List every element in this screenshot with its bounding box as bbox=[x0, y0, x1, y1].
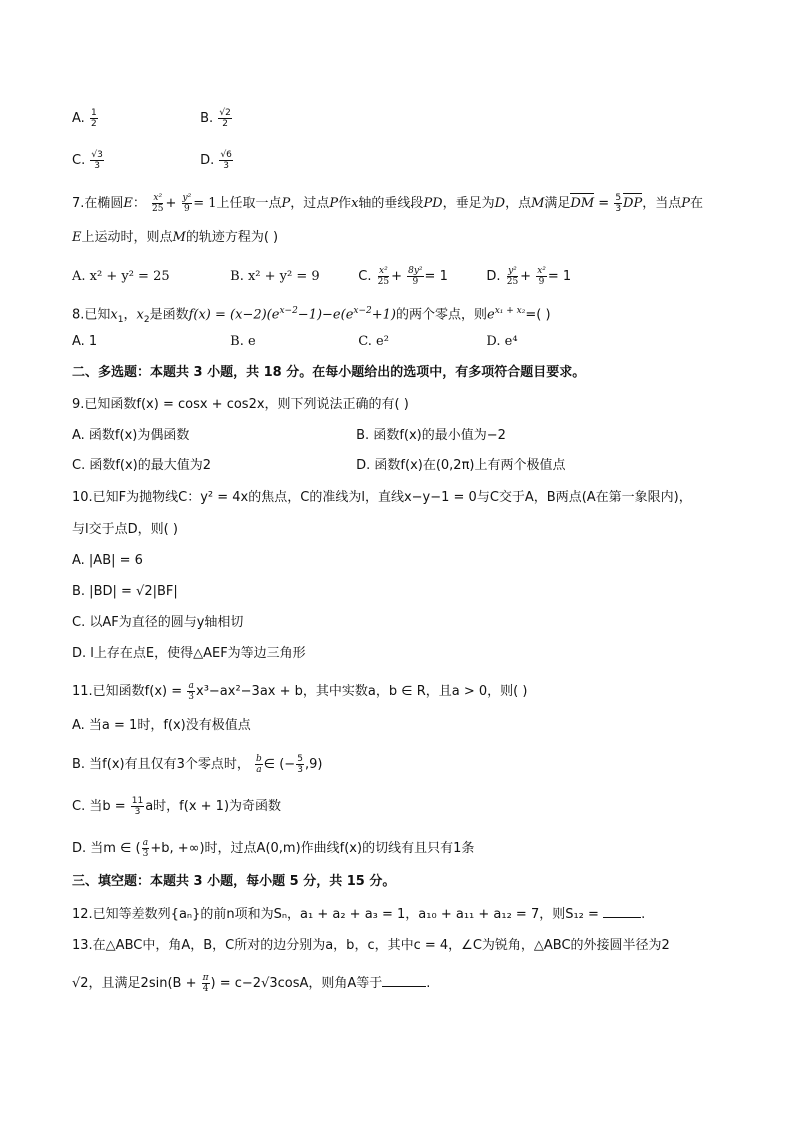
frac-num: 1 bbox=[90, 108, 97, 118]
q8-options bbox=[72, 333, 518, 351]
q10-option-b[interactable]: B. |BD| = √2|BF| bbox=[72, 584, 178, 599]
q7-var: M bbox=[531, 196, 545, 211]
q10-stem-line1: 10.已知F为抛物线C：y² = 4x的焦点，C的准线为l，直线x−y−1 = 0与C交于A，B两点(A在第一象限内)， bbox=[72, 490, 692, 505]
q11-text: ∈ (− bbox=[263, 757, 296, 772]
q9-row-ab bbox=[72, 427, 506, 445]
q12-stem bbox=[72, 905, 645, 924]
q9-option-a[interactable]: A. 函数f(x)为偶函数 bbox=[72, 428, 190, 443]
q9-option-b[interactable]: B. 函数f(x)的最小值为−2 bbox=[356, 428, 506, 443]
q11-option-c[interactable] bbox=[72, 796, 281, 817]
q11-text: B. 当f(x)有且仅有3个零点时， bbox=[72, 757, 250, 772]
frac-den: 25 bbox=[377, 277, 390, 287]
section-multi-choice-heading: 二、多选题：本题共 3 小题，共 18 分。在每小题给出的选项中，有多项符合题目要求。 bbox=[72, 365, 586, 380]
q12-text: . bbox=[641, 907, 646, 922]
q10-option-c[interactable]: C. 以AF为直径的圆与y轴相切 bbox=[72, 615, 244, 630]
frac-den: 25 bbox=[506, 277, 519, 287]
frac-num: x² bbox=[153, 193, 163, 203]
option-label: C. bbox=[72, 153, 86, 168]
q8-option-c[interactable]: C. e² bbox=[358, 334, 389, 349]
frac-den: 9 bbox=[412, 277, 419, 287]
q11-option-b[interactable] bbox=[72, 754, 322, 775]
q11-text: ,9) bbox=[304, 757, 323, 772]
frac-den: 3 bbox=[142, 849, 149, 859]
frac-den: 3 bbox=[223, 161, 230, 171]
q13-text: √2，且满足2sin(B + bbox=[72, 976, 197, 991]
q13-text: ) = c−2√3cosA，则角A等于 bbox=[210, 976, 383, 991]
q9-row-cd bbox=[72, 457, 565, 475]
q12-text: 12.已知等差数列{aₙ}的前n项和为Sₙ，a₁ + a₂ + a₃ = 1，a₁₀ + a₁₁ + a₁₂ = 7，则S₁₂ = bbox=[72, 907, 599, 922]
frac-num: π bbox=[202, 973, 209, 983]
q7-option-c[interactable]: C. $\frac{\text{x²}}{25}$ + $\frac{\text{8y²}}{9}$ = 1 bbox=[358, 266, 448, 287]
q11-text: D. 当m ∈ ( bbox=[72, 841, 141, 856]
frac-num: 8y² bbox=[408, 266, 423, 276]
q7-vector: DM bbox=[570, 196, 595, 211]
q10-option-a[interactable]: A. |AB| = 6 bbox=[72, 553, 143, 568]
frac-den: 9 bbox=[538, 277, 545, 287]
q7-option-a[interactable]: A. x² + y² = 25 bbox=[72, 269, 170, 284]
q7-text: 轴的垂线段 bbox=[358, 196, 424, 211]
q7-text: ，过点 bbox=[290, 196, 330, 211]
frac-den: 2 bbox=[222, 119, 228, 129]
q9-stem: 9.已知函数f(x) = cosx + cos2x，则下列说法正确的有( ) bbox=[72, 397, 409, 412]
frac-num: a bbox=[188, 681, 194, 691]
q8-text: 8.已知 bbox=[72, 307, 111, 323]
q11-text: a时，f(x + 1)为奇函数 bbox=[145, 799, 282, 814]
frac-num: 5 bbox=[615, 193, 622, 203]
q13-answer-blank[interactable] bbox=[382, 974, 426, 987]
q8-var: x bbox=[136, 307, 144, 323]
q8-var: x bbox=[110, 307, 118, 323]
q7-var: D bbox=[494, 196, 506, 211]
q7-var: P bbox=[281, 196, 291, 211]
q8-exponent: x−2 bbox=[353, 306, 372, 316]
q8-text: 是函数 bbox=[149, 307, 189, 323]
q8-option-d[interactable]: D. e⁴ bbox=[486, 334, 518, 349]
q7-var: E bbox=[72, 230, 82, 245]
q7-vector: DP bbox=[623, 196, 643, 211]
q7-options bbox=[72, 266, 571, 287]
frac-den: 3 bbox=[134, 807, 141, 817]
q8-stem: 8.已知$x_1$，$x_2$是函数$f(x) = (x-2)(e^{x-2}-1)-e(e^{x-2}+1)$的两个零点，则$e^{x_1 + x_2}=$( ) bbox=[72, 306, 551, 325]
q7-option-b[interactable]: B. x² + y² = 9 bbox=[230, 269, 320, 284]
q9-option-c[interactable]: C. 函数f(x)的最大值为2 bbox=[72, 458, 212, 473]
q12-answer-blank[interactable] bbox=[603, 905, 641, 918]
q11-text: +b, +∞)时，过点A(0,m)作曲线f(x)的切线有且只有1条 bbox=[150, 841, 475, 856]
q6-option-d[interactable] bbox=[200, 150, 234, 171]
option-label: A. bbox=[72, 111, 85, 126]
frac-num: √3 bbox=[91, 150, 103, 160]
q7-var: x bbox=[351, 196, 359, 211]
frac-num: 11 bbox=[131, 796, 144, 806]
frac-num: x² bbox=[537, 266, 546, 276]
q8-text: 的两个零点，则 bbox=[395, 307, 487, 323]
q7-eq: = 1 bbox=[193, 196, 217, 211]
frac-num: √6 bbox=[220, 150, 232, 160]
frac-num: y² bbox=[182, 193, 192, 203]
frac-num: y² bbox=[508, 266, 517, 276]
section-fill-blank-heading: 三、填空题：本题共 3 小题，每小题 5 分，共 15 分。 bbox=[72, 874, 396, 889]
q11-option-a[interactable]: A. 当a = 1时，f(x)没有极值点 bbox=[72, 718, 251, 733]
q7-var: E bbox=[123, 196, 133, 211]
q7-text: 作 bbox=[338, 196, 352, 211]
q8-formula: −1)−e(e bbox=[297, 307, 354, 323]
frac-num: b bbox=[256, 754, 262, 764]
q8-formula: +1) bbox=[371, 307, 396, 323]
frac-num: a bbox=[142, 838, 149, 848]
q7-var: PD bbox=[423, 196, 443, 211]
q7-eq: = 1 bbox=[547, 269, 572, 284]
q7-var: M bbox=[172, 230, 186, 245]
frac-den: 2 bbox=[90, 119, 97, 129]
q7-text: 在 bbox=[689, 196, 703, 211]
q13-text: . bbox=[426, 976, 431, 991]
option-label: C. bbox=[358, 269, 372, 284]
frac-den: 4 bbox=[202, 984, 209, 994]
q7-text: 7.在椭圆 bbox=[72, 196, 124, 211]
q7-text: 上运动时，则点 bbox=[81, 230, 173, 245]
frac-den: a bbox=[256, 765, 262, 775]
q7-text: ，当点 bbox=[642, 196, 682, 211]
frac-den: 3 bbox=[188, 692, 194, 702]
q6-option-c[interactable] bbox=[72, 150, 196, 171]
q8-text: ， bbox=[123, 307, 137, 323]
q7-var: P bbox=[329, 196, 339, 211]
q8-option-b[interactable]: B. e bbox=[230, 334, 256, 349]
q6-option-a[interactable] bbox=[72, 108, 196, 129]
q7-stem-line1: 7.在椭圆E： $\frac{\text{x²}}{25}$ + $\frac{\text{y²}}{9}$ = 1上任取一点P，过点P作x轴的垂线段PD，垂足为D，点M满足DM = $\frac{5}{3}$ DP，当点P在 bbox=[72, 193, 703, 214]
frac-den: 3 bbox=[297, 765, 303, 775]
q7-stem-line2 bbox=[72, 229, 278, 247]
q10-stem-line2: 与l交于点D，则( ) bbox=[72, 522, 178, 537]
option-label: D. bbox=[200, 153, 215, 168]
q11-text: 11.已知函数f(x) = bbox=[72, 684, 183, 699]
q7-text: 的轨迹方程为( ) bbox=[185, 230, 279, 245]
q11-stem bbox=[72, 681, 527, 702]
q7-var: P bbox=[681, 196, 690, 211]
frac-den: 9 bbox=[184, 204, 190, 214]
frac-den: 25 bbox=[152, 204, 164, 214]
q7-text: 满足 bbox=[544, 196, 571, 211]
option-label: D. bbox=[486, 269, 501, 284]
q8-exponent: x₁ + x₂ bbox=[494, 306, 526, 316]
q11-option-d[interactable] bbox=[72, 838, 474, 859]
frac-den: 3 bbox=[94, 161, 100, 171]
q8-exponent: x−2 bbox=[279, 306, 298, 316]
frac-num: x² bbox=[379, 266, 388, 276]
q8-option-a[interactable]: A. 1 bbox=[72, 334, 98, 349]
q11-text: C. 当b = bbox=[72, 799, 126, 814]
q6-option-b[interactable] bbox=[200, 108, 233, 129]
q10-option-d[interactable]: D. l上存在点E，使得△AEF为等边三角形 bbox=[72, 646, 306, 661]
frac-num: 5 bbox=[297, 754, 303, 764]
q7-text: ，垂足为 bbox=[442, 196, 495, 211]
q8-var: e bbox=[487, 307, 495, 323]
q8-text: =( ) bbox=[525, 307, 551, 323]
frac-den: 3 bbox=[615, 204, 622, 214]
q11-text: x³−ax²−3ax + b，其中实数a，b ∈ R，且a > 0，则( ) bbox=[196, 684, 528, 699]
q13-stem-line1: 13.在△ABC中，角A，B，C所对的边分别为a，b，c，其中c = 4，∠C为锐角，△ABC的外接圆半径为2 bbox=[72, 938, 670, 953]
q6-row-cd bbox=[72, 150, 234, 171]
q9-option-d[interactable]: D. 函数f(x)在(0,2π)上有两个极值点 bbox=[356, 458, 566, 473]
frac-num: √2 bbox=[219, 108, 231, 118]
q7-text: ，点 bbox=[505, 196, 532, 211]
q8-formula: f(x) = (x−2)(e bbox=[188, 307, 280, 323]
q13-stem-line2 bbox=[72, 973, 430, 994]
q6-row-ab bbox=[72, 108, 233, 129]
q7-text: 上任取一点 bbox=[216, 196, 282, 211]
q7-option-d[interactable]: D. $\frac{\text{y²}}{25}$ + $\frac{\text{x²}}{9}$ = 1 bbox=[486, 266, 572, 287]
option-label: B. bbox=[200, 111, 214, 126]
q7-eq: = 1 bbox=[424, 269, 448, 284]
